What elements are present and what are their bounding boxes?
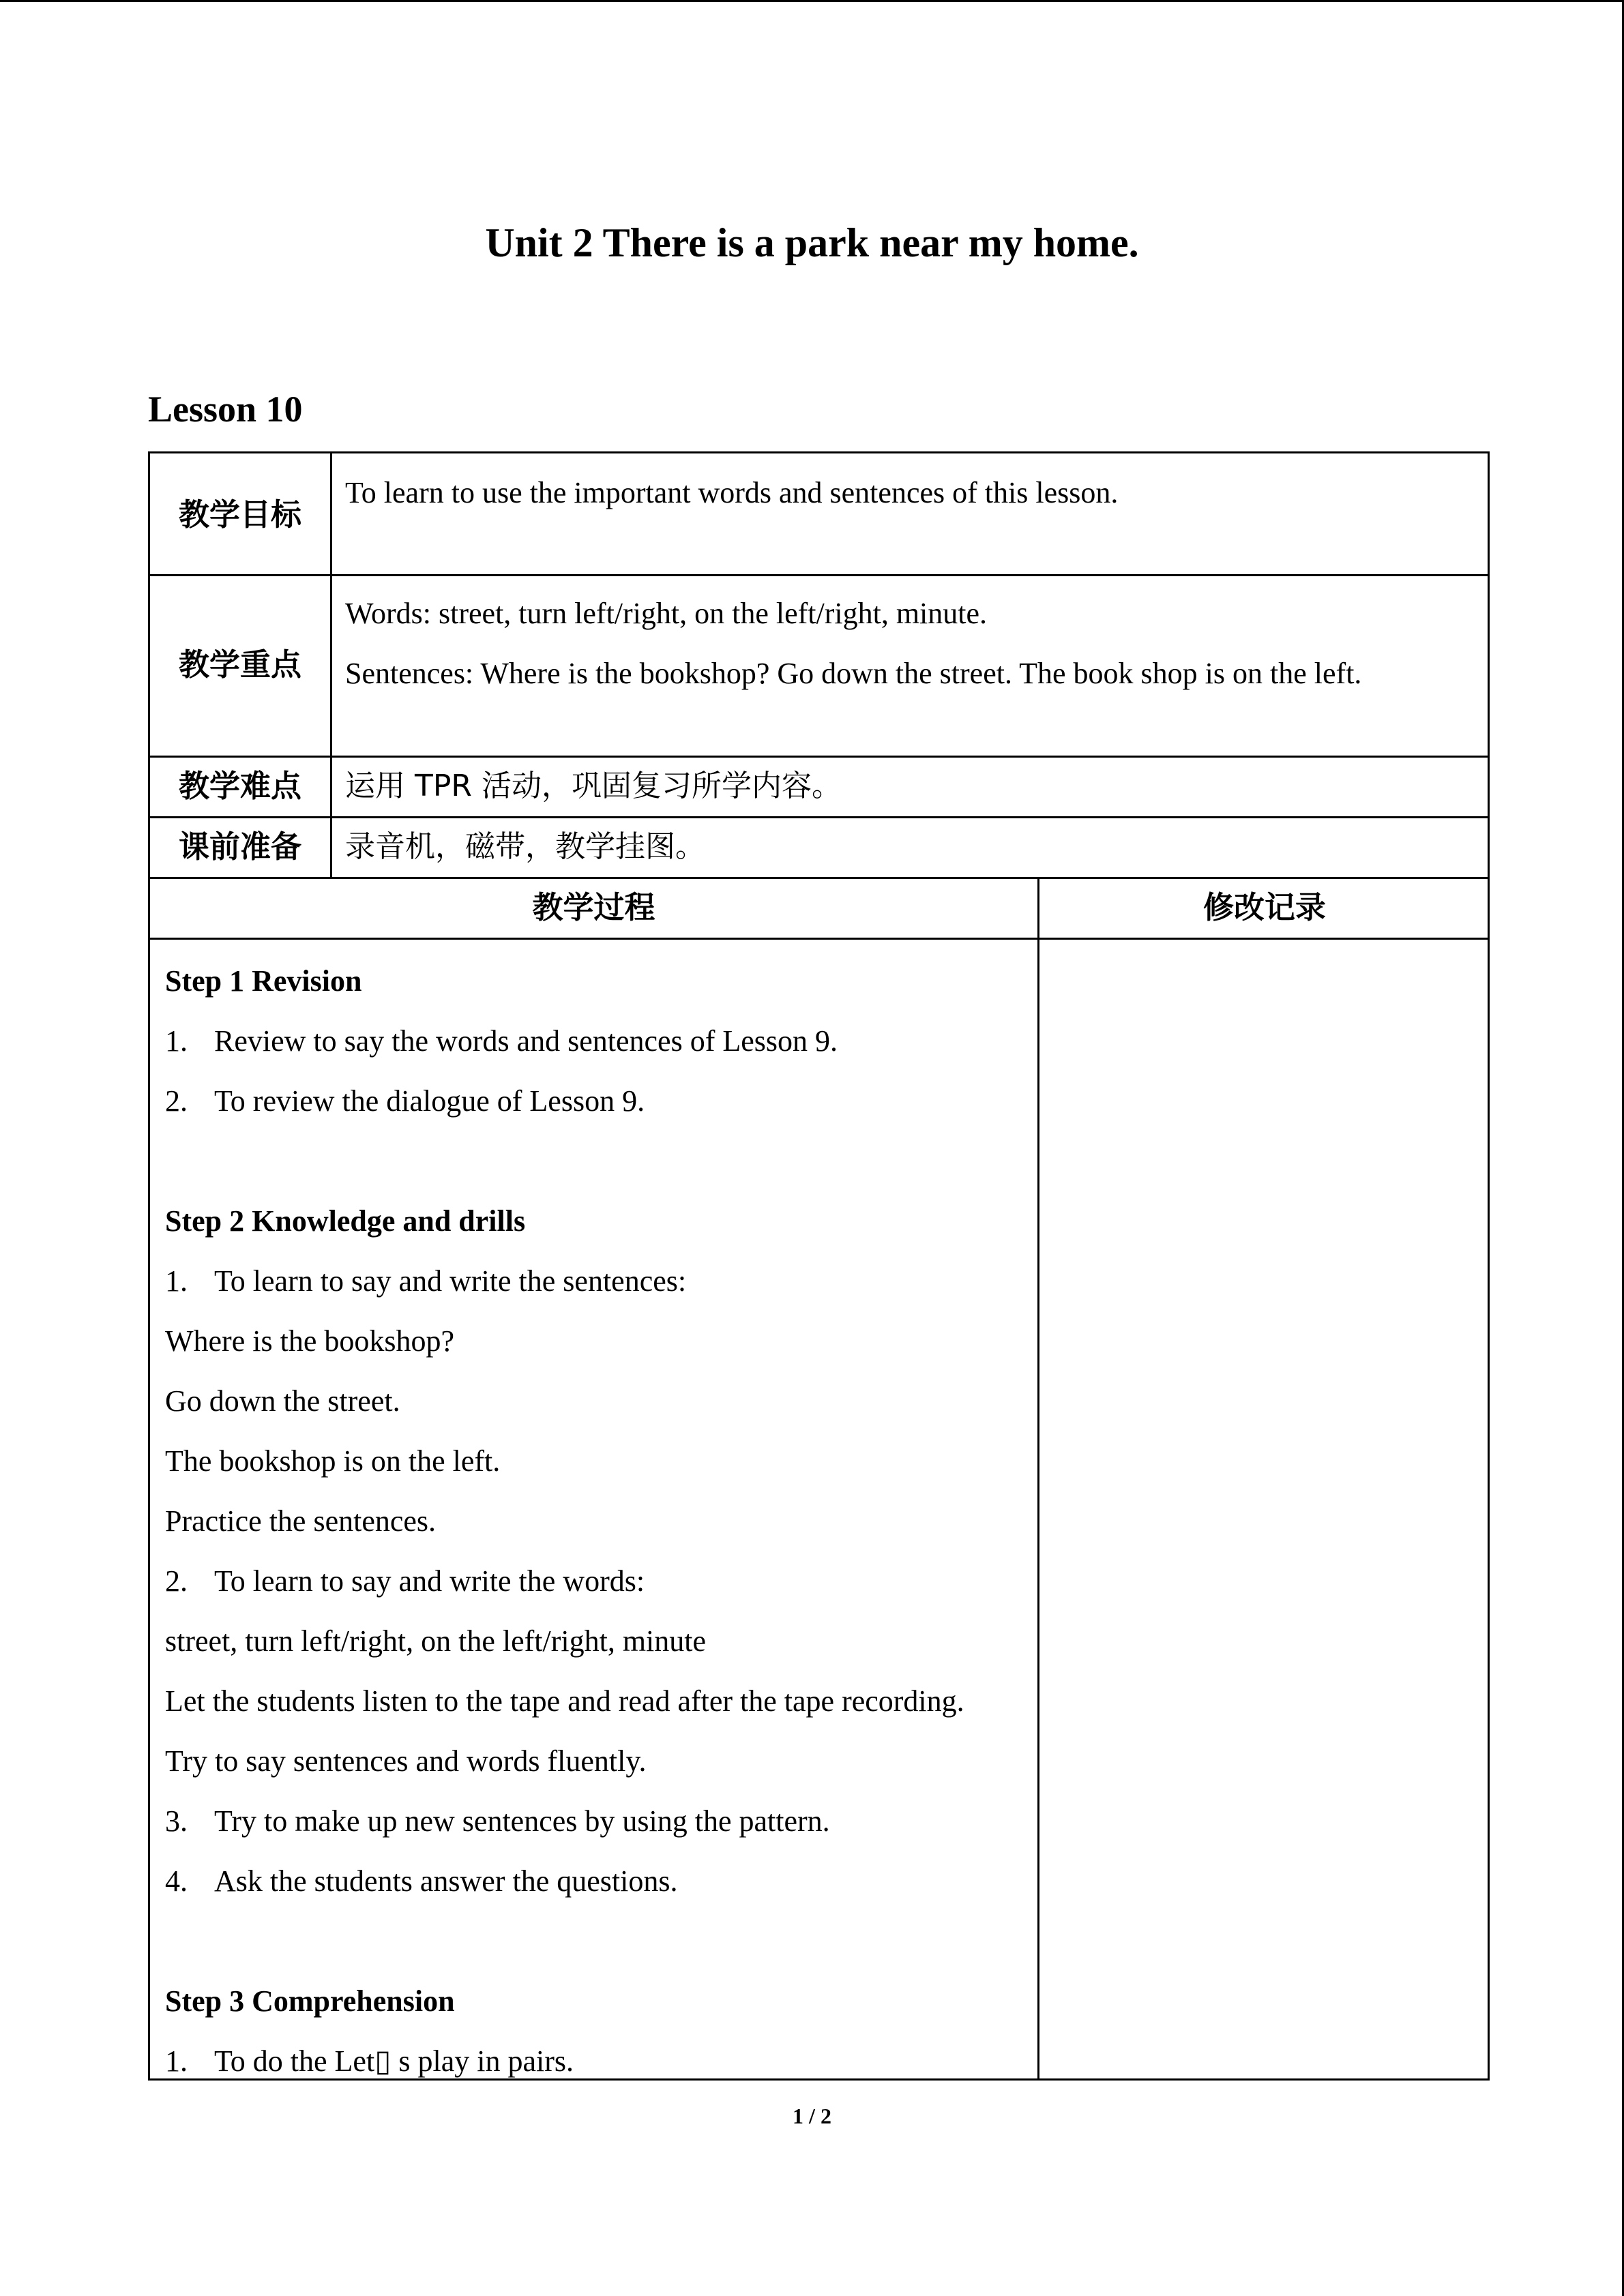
lesson-plan-table xyxy=(148,451,1490,2081)
table-rule xyxy=(150,816,1488,818)
goal-label: 教学目标 xyxy=(178,496,301,533)
list-item: 2. To learn to say and write the words: xyxy=(165,1564,645,1598)
text-line: Where is the bookshop? xyxy=(165,1324,454,1358)
revision-header: 修改记录 xyxy=(1202,889,1326,925)
list-item: 1. To learn to say and write the sentences: xyxy=(165,1264,687,1298)
table-rule xyxy=(150,938,1488,940)
key-sentences-text: Sentences: Where is the bookshop? Go down the street. The book shop is on the left. xyxy=(345,657,1362,690)
list-item: 1. Review to say the words and sentences of Lesson 9. xyxy=(165,1024,838,1058)
text-line: street, turn left/right, on the left/right, minute xyxy=(165,1624,707,1658)
step2-title: Step 2 Knowledge and drills xyxy=(165,1204,526,1238)
step3-title: Step 3 Comprehension xyxy=(165,1984,455,2018)
process-header: 教学过程 xyxy=(532,889,655,925)
difficulties-label: 教学难点 xyxy=(178,768,301,804)
text-line: Try to say sentences and words fluently. xyxy=(165,1744,647,1778)
table-rule xyxy=(330,453,332,877)
teaching-process-content xyxy=(165,951,1038,2091)
table-rule xyxy=(150,877,1488,879)
text-line: The bookshop is on the left. xyxy=(165,1444,501,1478)
difficulties-text: 运用 TPR 活动，巩固复习所学内容。 xyxy=(345,769,842,803)
table-rule xyxy=(150,574,1488,576)
list-item: 2. To review the dialogue of Lesson 9. xyxy=(165,1084,645,1118)
text-line: Let the students listen to the tape and read after the tape recording. xyxy=(165,1684,964,1718)
goal-text: To learn to use the important words and sentences of this lesson. xyxy=(345,476,1119,509)
preparation-text: 录音机，磁带，教学挂图。 xyxy=(345,829,705,864)
table-rule xyxy=(150,756,1488,758)
text-line: Go down the street. xyxy=(165,1384,400,1418)
document-title: Unit 2 There is a park near my home. xyxy=(485,220,1139,265)
list-item: 1. To do the Let▯ s play in pairs. xyxy=(165,2044,574,2078)
step1-title: Step 1 Revision xyxy=(165,964,362,998)
spacer xyxy=(165,1131,1038,1191)
key-words-text: Words: street, turn left/right, on the left/right, minute. xyxy=(345,597,988,630)
list-item: 4. Ask the students answer the questions. xyxy=(165,1864,678,1898)
page-top-border xyxy=(0,0,1624,2)
list-item: 3. Try to make up new sentences by using the pattern. xyxy=(165,1804,830,1838)
page-number: 1 / 2 xyxy=(793,2104,831,2128)
spacer xyxy=(165,1911,1038,1971)
text-line: Practice the sentences. xyxy=(165,1504,437,1538)
preparation-label: 课前准备 xyxy=(178,829,301,865)
key-points-label: 教学重点 xyxy=(178,646,301,683)
lesson-heading: Lesson 10 xyxy=(148,389,303,430)
